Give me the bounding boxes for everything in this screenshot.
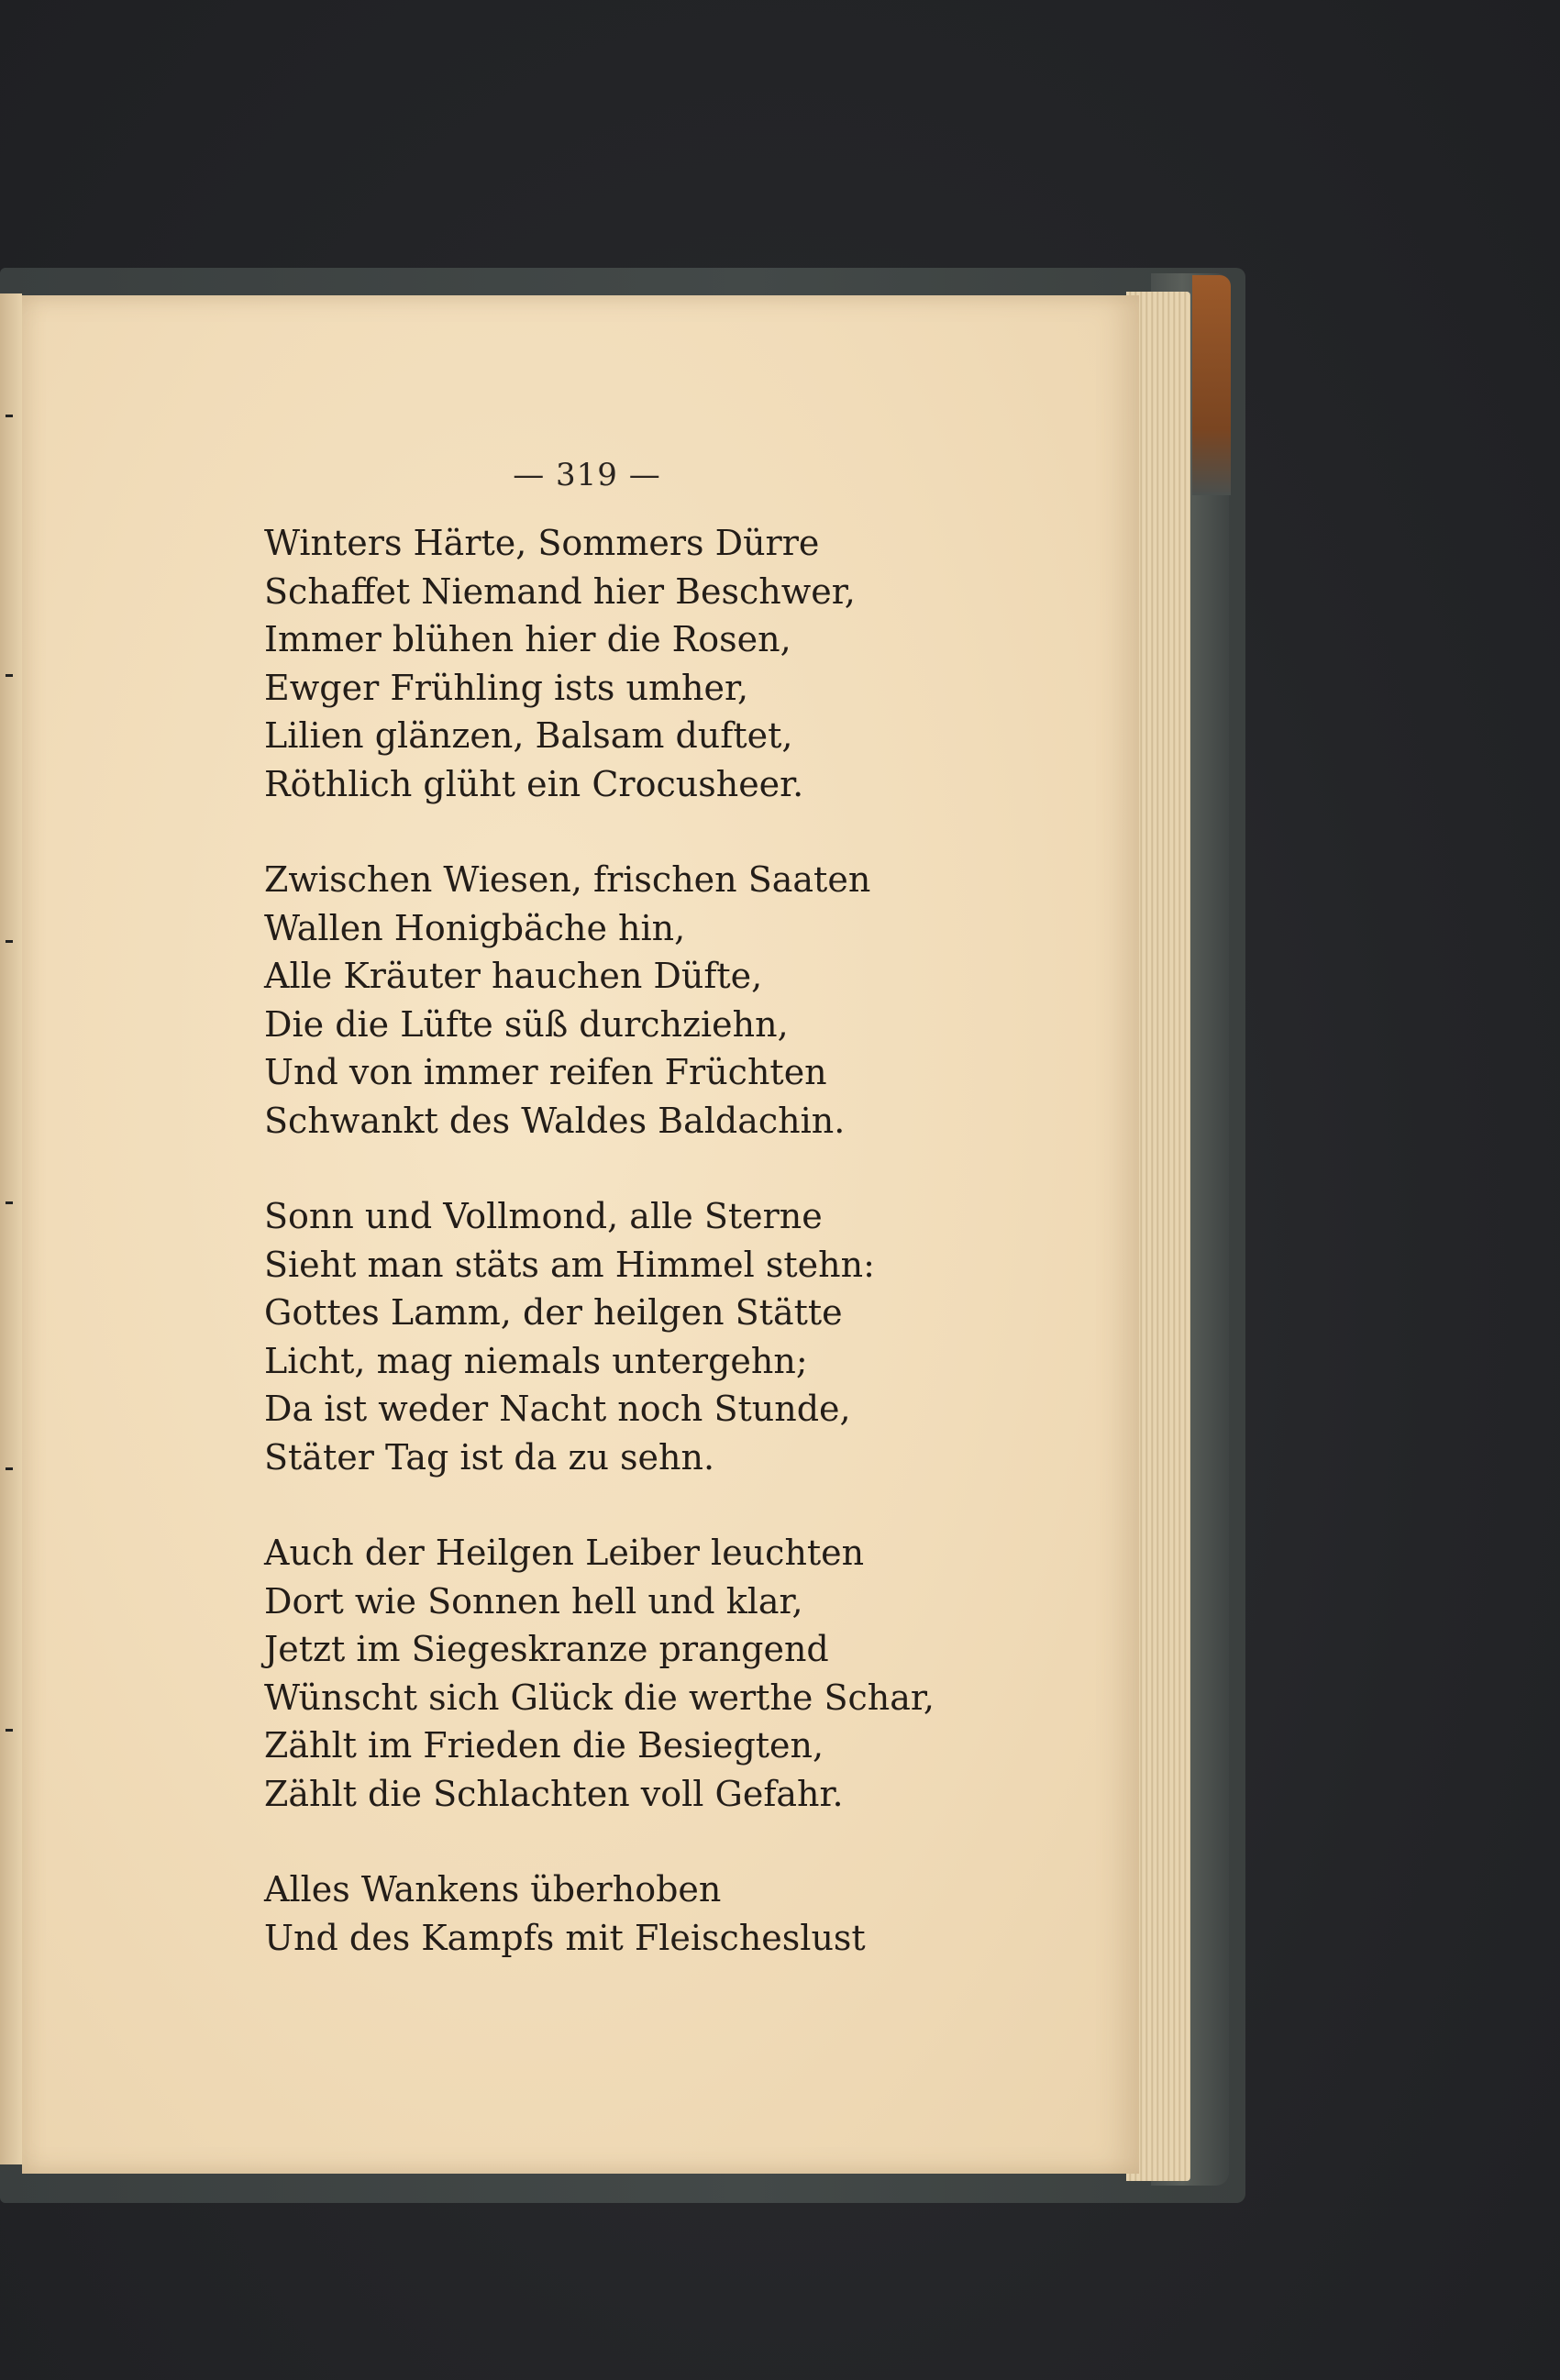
verse-line: Sieht man stäts am Himmel stehn: (264, 1244, 875, 1285)
verse-line: Ewger Frühling ists umher, (264, 667, 749, 708)
verse-line: Die die Lüfte süß durchziehn, (264, 1003, 789, 1045)
stanza (264, 519, 1090, 808)
verse-line: Wallen Honigbäche hin, (264, 907, 686, 948)
binding-mark (6, 415, 13, 417)
binding-mark (6, 1467, 13, 1470)
verse-line: Winters Härte, Sommers Dürre (264, 523, 820, 563)
verse-line: Und von immer reifen Früchten (264, 1052, 827, 1092)
binding-mark (6, 1201, 13, 1204)
verse-line: Auch der Heilgen Leiber leuchten (264, 1533, 865, 1573)
verse-line: Jetzt im Siegeskranze prangend (264, 1629, 829, 1669)
verse-line: Röthlich glüht ein Crocusheer. (264, 763, 804, 804)
verse-line: Und des Kampfs mit Fleischeslust (264, 1917, 866, 1958)
verse-line: Alles Wankens überhoben (264, 1869, 722, 1910)
stanza (264, 1865, 1090, 1962)
verse-line: Lilien glänzen, Balsam duftet, (264, 715, 793, 756)
verse-line: Zählt im Frieden die Besiegten, (264, 1725, 824, 1766)
verse-line: Alle Kräuter hauchen Düfte, (264, 956, 763, 996)
stanza (264, 1192, 1090, 1481)
verse-line: Zwischen Wiesen, frischen Saaten (264, 859, 871, 900)
left-page-edge (0, 293, 22, 2164)
poem-text (264, 519, 1090, 2009)
stanza (264, 856, 1090, 1145)
verse-line: Stäter Tag ist da zu sehn. (264, 1436, 715, 1478)
cover-corner-leather (1192, 275, 1231, 495)
verse-line: Dort wie Sonnen hell und klar, (264, 1580, 803, 1622)
verse-line: Schwankt des Waldes Baldachin. (264, 1100, 846, 1141)
verse-line: Sonn und Vollmond, alle Sterne (264, 1196, 823, 1236)
verse-line: Immer blühen hier die Rosen, (264, 619, 791, 659)
verse-line: Licht, mag niemals untergehn; (264, 1340, 808, 1381)
binding-mark (6, 674, 13, 677)
verse-line: Schaffet Niemand hier Beschwer, (264, 570, 856, 612)
binding-mark (6, 940, 13, 943)
verse-line: Wünscht sich Glück die werthe Schar, (264, 1677, 935, 1718)
page-number: — 319 — (513, 457, 661, 493)
stanza (264, 1529, 1090, 1818)
verse-line: Zählt die Schlachten voll Gefahr. (264, 1773, 844, 1814)
binding-mark (6, 1729, 13, 1732)
verse-line: Gottes Lamm, der heilgen Stätte (264, 1292, 843, 1333)
verse-line: Da ist weder Nacht noch Stunde, (264, 1389, 851, 1429)
